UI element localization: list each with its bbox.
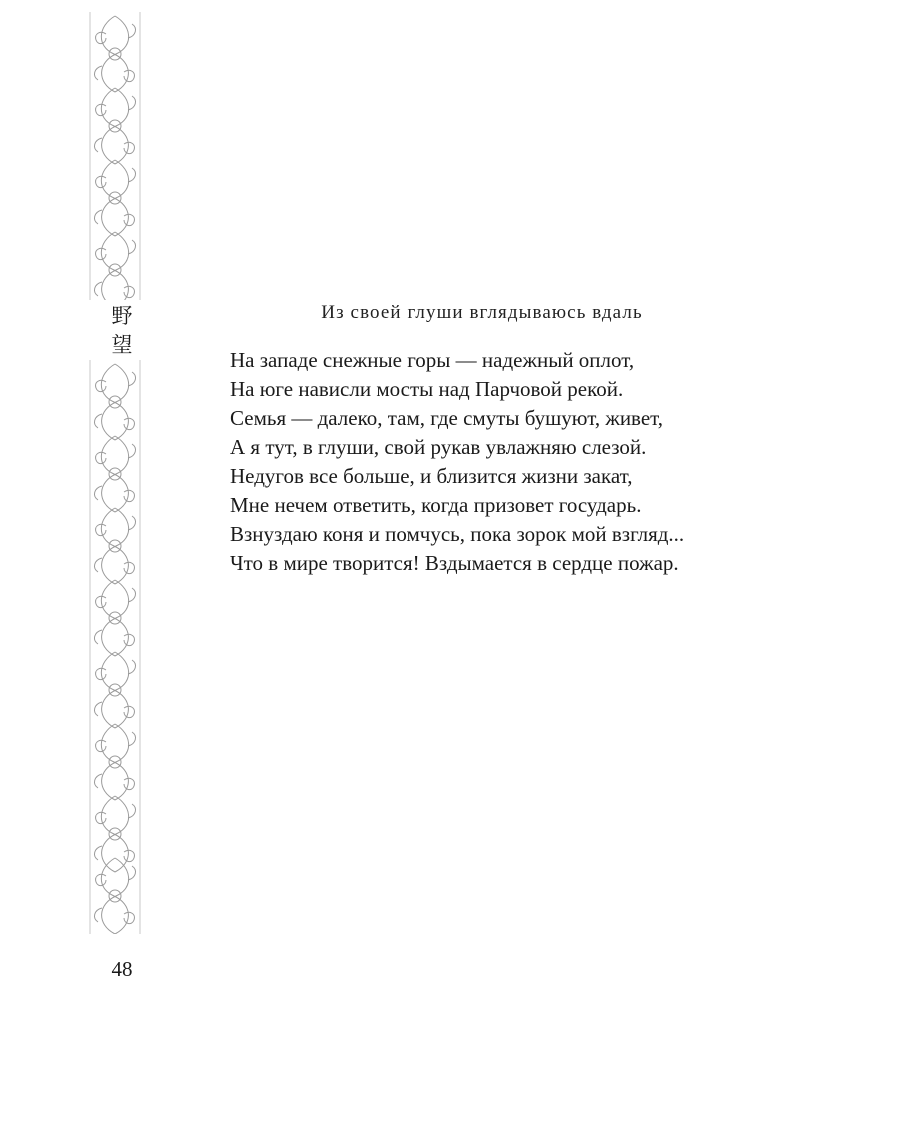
poem-line: Мне нечем ответить, когда призовет государь.: [230, 493, 642, 517]
poem-line: Семья — далеко, там, где смуты бушуют, живет,: [230, 406, 664, 430]
floral-ornament-bottom-icon: [84, 360, 146, 934]
vertical-chinese-title: [104, 302, 140, 360]
poem-title: Из своей глуши вглядываюсь вдаль: [321, 302, 643, 323]
chinese-char-1: 野: [111, 304, 133, 328]
poem-line: Недугов все больше, и близится жизни закат,: [230, 464, 633, 488]
poem-line: Взнуздаю коня и помчусь, пока зорок мой взгляд...: [230, 522, 685, 546]
poem-line: На юге нависли мосты над Парчовой рекой.: [230, 377, 624, 401]
poem-line: Что в мире творится! Вздымается в сердце пожар.: [230, 551, 679, 575]
poem-body: [230, 346, 830, 578]
page-number: 48: [111, 957, 133, 981]
chinese-char-2: 望: [111, 333, 133, 357]
poem-line: На западе снежные горы — надежный оплот,: [230, 348, 635, 372]
poem-line: А я тут, в глуши, свой рукав увлажняю слезой.: [230, 435, 647, 459]
floral-ornament-top-icon: [84, 12, 146, 300]
